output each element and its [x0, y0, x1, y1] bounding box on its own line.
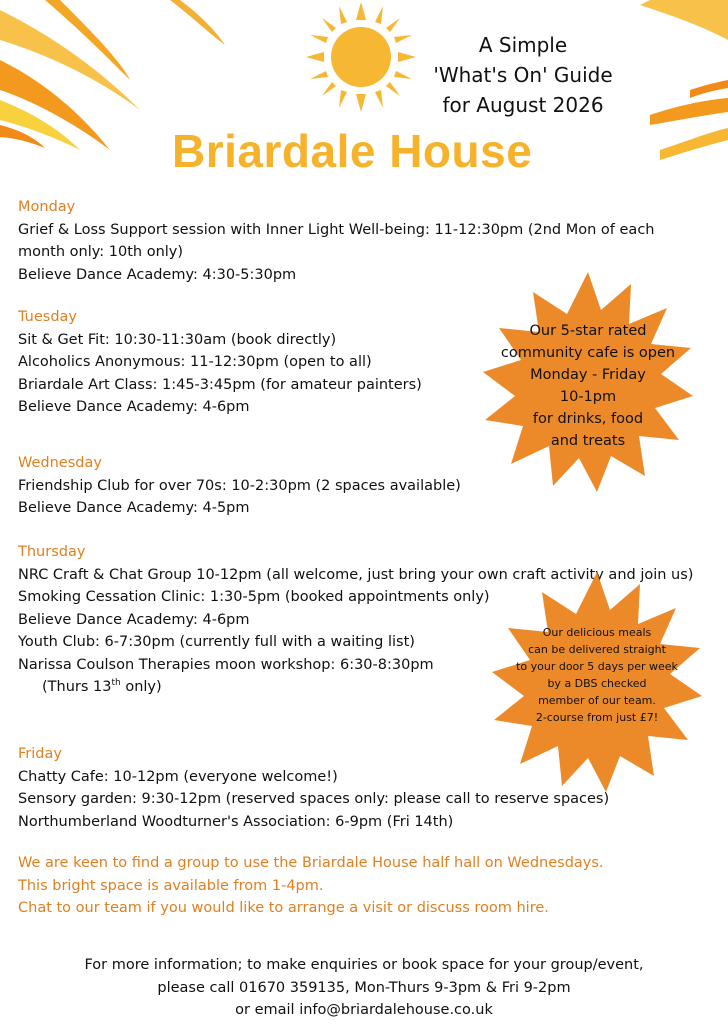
- schedule-line: Sensory garden: 9:30-12pm (reserved spaces only: please call to reserve spaces): [18, 791, 610, 807]
- contact-line: please call 01670 359135, Mon-Thurs 9-3pm & Fri 9-2pm: [157, 979, 571, 996]
- guide-title: [398, 30, 648, 120]
- contact-info: [0, 954, 728, 1022]
- note-superscript: th: [111, 678, 121, 689]
- meals-promo-text: [492, 624, 702, 726]
- title-line: 'What's On' Guide: [433, 63, 613, 87]
- promo-line: Our 5-star rated: [529, 323, 647, 339]
- schedule-line: Believe Dance Academy: 4-6pm: [18, 399, 250, 415]
- day-wednesday: [18, 452, 461, 520]
- schedule-line: Briardale Art Class: 1:45-3:45pm (for amateur painters): [18, 376, 422, 393]
- promo-line: for drinks, food: [532, 411, 644, 427]
- schedule-line: Alcoholics Anonymous: 11-12:30pm (open to all): [18, 354, 372, 370]
- day-tuesday: [18, 306, 422, 419]
- promo-line: 2-course from just £7!: [535, 711, 659, 724]
- schedule-line: Sit & Get Fit: 10:30-11:30am (book directly): [18, 331, 337, 348]
- day-heading: Monday: [18, 199, 76, 215]
- title-line: A Simple: [478, 33, 568, 57]
- schedule-line: Smoking Cessation Clinic: 1:30-5pm (booked appointments only): [18, 589, 490, 605]
- cafe-promo-text: [483, 320, 693, 452]
- promo-line: to your door 5 days per week: [516, 660, 678, 673]
- schedule-line: Believe Dance Academy: 4:30-5:30pm: [18, 266, 297, 283]
- promo-line: community cafe is open: [500, 345, 676, 361]
- schedule-line: Believe Dance Academy: 4-6pm: [18, 611, 250, 628]
- day-heading: Wednesday: [18, 455, 102, 471]
- schedule-line: Grief & Loss Support session with Inner Light Well-being: 11-12:30pm (2nd Mon of each month only: 10th only): [18, 221, 655, 260]
- schedule-line: Youth Club: 6-7:30pm (currently full with a waiting list): [18, 634, 415, 650]
- note-text: only): [120, 679, 162, 695]
- promo-line: Our delicious meals: [542, 626, 652, 639]
- half-hall-notice: [18, 852, 604, 920]
- schedule-line: Narissa Coulson Therapies moon workshop: 6:30-8:30pm: [18, 656, 434, 673]
- schedule-line: NRC Craft & Chat Group 10-12pm (all welcome, just bring your own craft activity and join us): [18, 566, 694, 583]
- note-text: (Thurs 13: [42, 679, 112, 695]
- notice-line: Chat to our team if you would like to arrange a visit or discuss room hire.: [18, 900, 549, 916]
- promo-line: 10-1pm: [559, 389, 617, 405]
- promo-line: and treats: [550, 433, 626, 449]
- promo-line: by a DBS checked: [547, 677, 647, 690]
- brush-top-left: [0, 0, 140, 150]
- notice-line: This bright space is available from 1-4pm.: [18, 877, 324, 894]
- schedule-line: Chatty Cafe: 10-12pm (everyone welcome!): [18, 768, 338, 785]
- day-heading: Friday: [18, 746, 62, 762]
- contact-line: or email info@briardalehouse.co.uk: [235, 1002, 493, 1018]
- contact-line: For more information; to make enquiries or book space for your group/event,: [84, 957, 644, 973]
- day-heading: Tuesday: [18, 309, 77, 325]
- schedule-line: Northumberland Woodturner's Association: 6-9pm (Fri 14th): [18, 813, 454, 830]
- brand-heading: Briardale House: [172, 125, 533, 177]
- promo-line: Monday - Friday: [530, 367, 646, 383]
- notice-line: We are keen to find a group to use the Briardale House half hall on Wednesdays.: [18, 855, 604, 871]
- promo-line: can be delivered straight: [528, 643, 666, 656]
- schedule-line: Friendship Club for over 70s: 10-2:30pm (2 spaces available): [18, 477, 461, 494]
- title-line: for August 2026: [442, 93, 604, 117]
- day-heading: Thursday: [18, 544, 86, 560]
- promo-line: member of our team.: [538, 694, 656, 707]
- schedule-line: Believe Dance Academy: 4-5pm: [18, 500, 250, 516]
